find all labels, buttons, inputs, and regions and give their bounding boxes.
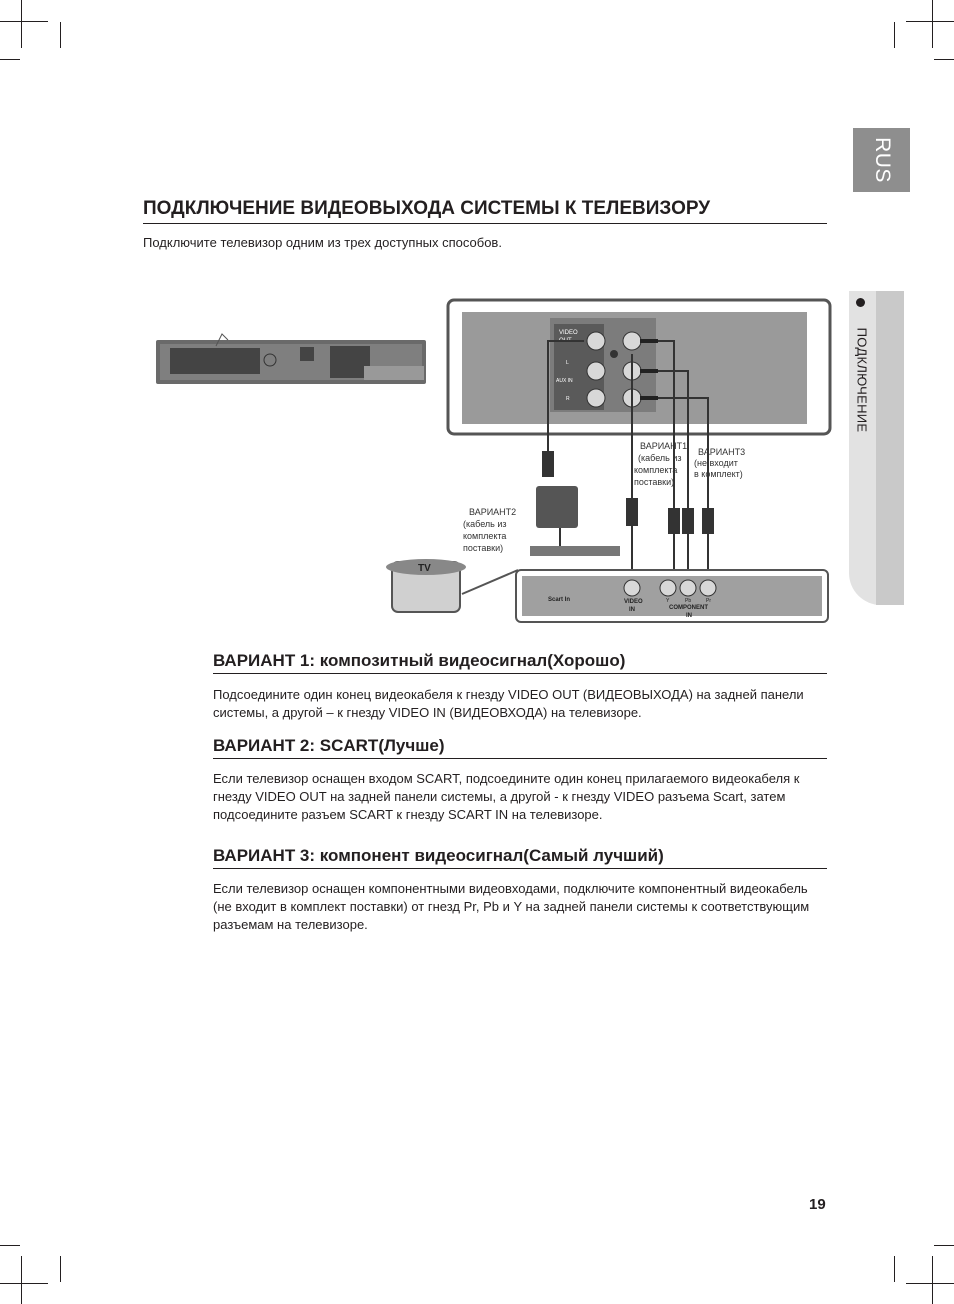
variant2-label: ВАРИАНТ2 (кабель из комплекта поставки) (463, 507, 517, 553)
page-number: 19 (809, 1196, 826, 1213)
option1-heading: ВАРИАНТ 1: композитный видеосигнал(Хорошо) (213, 651, 827, 674)
crop-mark (932, 1256, 933, 1304)
bullet-icon (856, 298, 865, 307)
crop-mark (934, 1245, 954, 1246)
home-theater-unit (156, 334, 426, 384)
crop-mark (906, 1283, 954, 1284)
crop-mark (894, 1256, 895, 1282)
tv-set (386, 559, 466, 612)
tv-label: TV (418, 563, 431, 574)
page-title: ПОДКЛЮЧЕНИЕ ВИДЕОВЫХОДА СИСТЕМЫ К ТЕЛЕВИЗОРУ (143, 198, 827, 224)
crop-mark (21, 0, 22, 48)
component-jack-labels: Y Pb Pr (666, 598, 711, 604)
crop-mark (60, 22, 61, 48)
scart-in-label: Scart In (548, 597, 571, 603)
back-panel-zoom (448, 300, 830, 434)
option3-body: Если телевизор оснащен компонентными видеовходами, подключите компонентный видеокабель (не входит в комплект поставки) от гнезд Pr, Pb и Y на задней панели системы к соответствующим разъемам на телевизоре. (213, 881, 810, 932)
option2-body: Если телевизор оснащен входом SCART, подсоедините один конец прилагаемого видеокабеля к гнезду VIDEO OUT на задней панели системы, а другой - к гнезду VIDEO разъема Scart, затем подсоедините разъем SCART к гнезду SCART IN на телевизоре. (213, 771, 800, 822)
video-in-label: VIDEO IN (624, 599, 643, 613)
panel-aux-label: AUX IN (556, 378, 573, 384)
section-side-label: ПОДКЛЮЧЕНИЕ (854, 327, 870, 433)
intro-text: Подключите телевизор одним из трех доступных способов. (143, 235, 502, 250)
tv-back-panel (516, 570, 828, 622)
crop-mark (0, 59, 20, 60)
crop-mark (934, 59, 954, 60)
crop-mark (0, 1245, 20, 1246)
panel-video-label: VIDEO (559, 330, 578, 336)
crop-mark (932, 0, 933, 48)
option2-heading: ВАРИАНТ 2: SCART(Лучше) (213, 736, 827, 759)
crop-mark (21, 1256, 22, 1304)
scart-adapter (530, 486, 620, 556)
variant1-label: ВАРИАНТ1 (кабель из комплекта поставки) (634, 441, 688, 487)
option3-heading: ВАРИАНТ 3: компонент видеосигнал(Самый лучший) (213, 846, 827, 869)
variant3-label: ВАРИАНТ3 (не входит в комплект) (694, 447, 746, 479)
panel-out-label: OUT (559, 338, 572, 344)
panel-r-label: R (566, 396, 570, 402)
crop-mark (0, 21, 48, 22)
panel-l-label: L (566, 360, 569, 366)
crop-mark (60, 1256, 61, 1282)
language-tab (853, 128, 910, 192)
crop-mark (894, 22, 895, 48)
option1-body: Подсоедините один конец видеокабеля к гнезду VIDEO OUT (ВИДЕОВЫХОДА) на задней панели системы, а другой – к гнезду VIDEO IN (ВИДЕОВХОДА) на телевизоре. (213, 687, 804, 720)
crop-mark (906, 21, 954, 22)
language-tab-label: RUS (870, 137, 894, 183)
crop-mark (0, 1283, 48, 1284)
connection-diagram (150, 296, 840, 631)
tv-jacks (624, 580, 716, 596)
component-in-label: COMPONENT IN (669, 605, 708, 619)
